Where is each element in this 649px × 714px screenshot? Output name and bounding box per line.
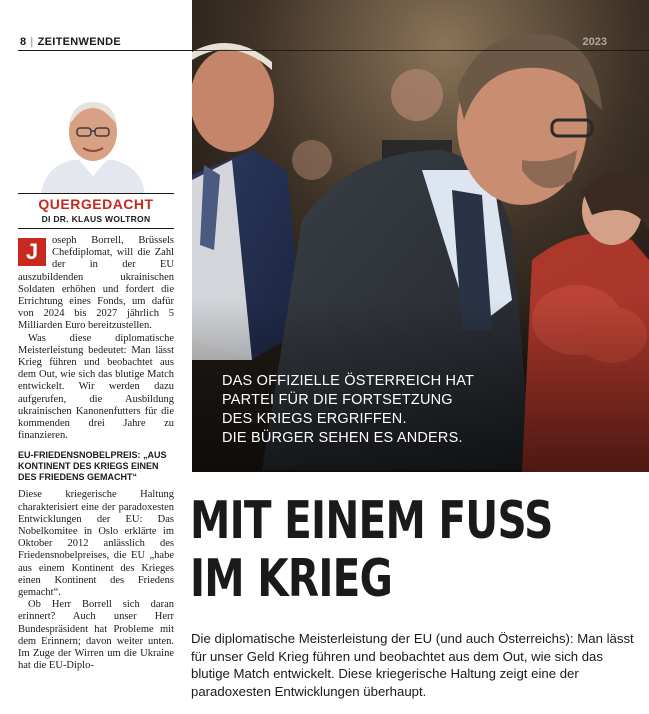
separator: | [30,36,34,48]
article-lead: Die diplomatische Meisterleistung der EU (und auch Österreichs): Man lässt für unser Geld Krieg führen und beobachtet aus dem Out, wie sich das blutige Match entwickelt. Diese kriegerische Haltung zeigt eine der paradoxesten Entwicklungen überhaupt. [191,631,634,699]
header-rule [18,50,192,51]
caption-line: DIE BÜRGER SEHEN ES ANDERS. [222,430,463,446]
page-meta [20,36,121,48]
headline-line: IM KRIEG [190,549,393,609]
column-title: QUERGEDACHT [38,196,154,212]
photo-caption [222,372,622,448]
portrait-illustration [33,96,153,194]
date-fragment: 2023 [582,36,607,48]
page-header [0,0,192,52]
headline-line: MIT EINEM FUSS [190,491,553,551]
paragraph-text: oseph Borrell, Brüssels Chefdiplomat, will die Zahl der in der EU auszubildenden ukrainischen Soldaten erhöhen und fordert die Errichtung eines Fonds, um dafür von 2024 bis 2027 jährlich 5 Milliarden Euro bereitzustellen. [18,235,174,332]
column-author: DI DR. KLAUS WOLTRON [41,214,151,224]
author-portrait [33,96,153,194]
drop-cap: J [18,238,46,266]
photo-header-rule [192,50,649,51]
section-name: ZEITENWENDE [37,36,121,48]
article-headline [190,491,553,609]
column-paragraph: Diese kriegerische Haltung charakterisiert eine der paradoxesten Entwicklungen der EU: Das Nobelkomitee in Oslo erklärte im Oktober 2012 anlässlich des Friedensnobelpreises, die EU „habe aus einem Kontinent des Krieges einen Kontinent des Friedens gemacht“. [18,489,174,599]
column-paragraph: Was diese diplomatische Meisterleistung bedeutet: Man lässt Krieg führen und beobachtet aus dem Out, wie sich das blutige Match entwickelt. Wir werden dazu aufgerufen, die Ausbildung ukrainischen Kanonenfutters für die kommenden drei Jahre zu finanzieren. [18,332,174,442]
column-paragraph [18,235,174,333]
column-paragraph: Ob Herr Borrell sich daran erinnert? Auch unser Herr Bundespräsident hat Probleme mit dem Erinnern; davon weiter unten. Im Zuge der Wirren um die Ukraine hat die EU-Diplo- [18,599,174,672]
caption-line: DAS OFFIZIELLE ÖSTERREICH HAT [222,373,475,389]
column-rule-top [18,193,174,194]
article-photo [192,0,649,472]
column-rule [18,228,174,229]
caption-line: PARTEI FÜR DIE FORTSETZUNG [222,392,453,408]
column-body [18,235,174,673]
caption-line: DES KRIEGS ERGRIFFEN. [222,411,407,427]
column-subhead: EU-FRIEDENSNOBELPREIS: „AUS KONTINENT DES KRIEGS EINEN DES FRIEDENS GEMACHT“ [18,450,167,483]
page-number: 8 [20,36,27,48]
